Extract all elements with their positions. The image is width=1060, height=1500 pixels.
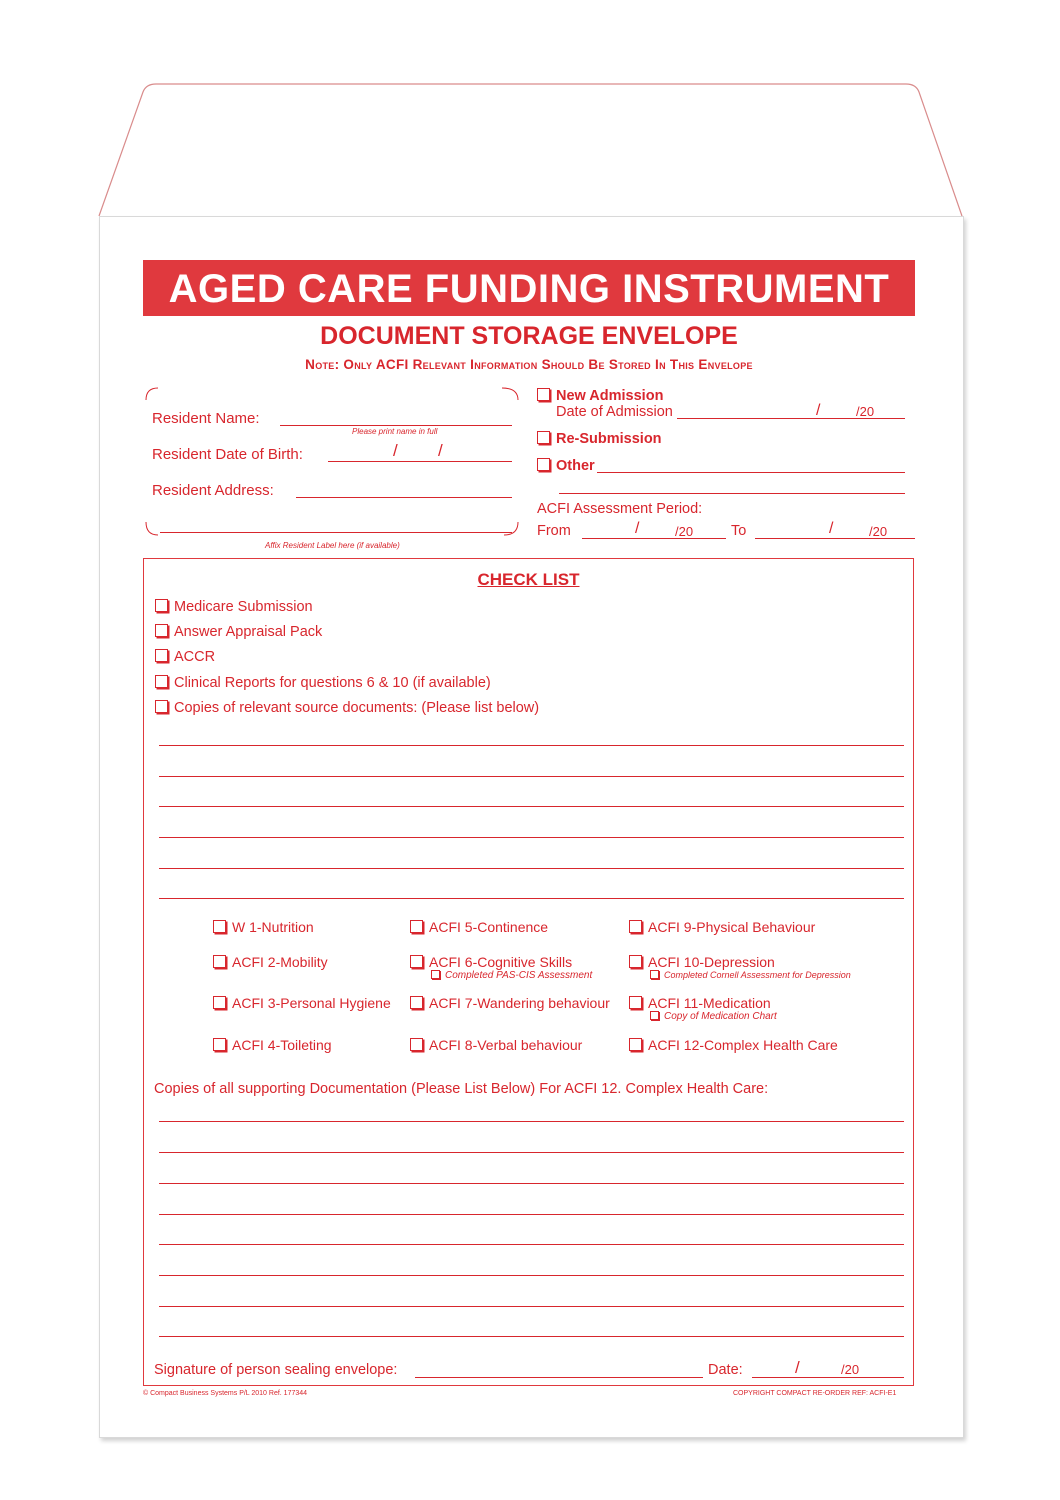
checkbox[interactable] <box>629 920 642 933</box>
resident-label-hint: Affix Resident Label here (if available) <box>265 541 400 550</box>
signature-field[interactable] <box>415 1377 703 1378</box>
source-doc-line[interactable] <box>159 776 904 777</box>
resubmission-option[interactable]: Re-Submission <box>537 431 662 447</box>
acfi-item[interactable]: ACFI 10-Depression <box>629 954 775 970</box>
checkbox[interactable] <box>410 920 423 933</box>
acfi-item[interactable]: W 1-Nutrition <box>213 919 314 935</box>
supporting-doc-line[interactable] <box>159 1214 904 1215</box>
acfi-item[interactable]: ACFI 5-Continence <box>410 919 548 935</box>
checkbox[interactable] <box>629 1038 642 1051</box>
supporting-doc-line[interactable] <box>159 1336 904 1337</box>
acfi-item[interactable]: ACFI 3-Personal Hygiene <box>213 995 391 1011</box>
dob-separator: / <box>438 441 443 460</box>
resident-name-field[interactable] <box>280 425 512 426</box>
footer-left: © Compact Business Systems P/L 2010 Ref. 177344 <box>143 1390 308 1397</box>
checkbox[interactable] <box>629 955 642 968</box>
resident-name-hint: Please print name in full <box>352 427 438 436</box>
checklist-item[interactable]: ACCR <box>155 649 215 665</box>
to-separator: / <box>829 520 834 537</box>
acfi-item[interactable]: ACFI 8-Verbal behaviour <box>410 1037 582 1053</box>
supporting-docs-label: Copies of all supporting Documentation (Please List Below) For ACFI 12. Complex Health Care: <box>154 1081 769 1097</box>
resident-address-field-2[interactable] <box>160 532 512 533</box>
checkbox[interactable] <box>410 996 423 1009</box>
checkbox[interactable] <box>155 649 168 662</box>
banner-title: AGED CARE FUNDING INSTRUMENT <box>143 260 915 316</box>
date-field[interactable] <box>752 1377 904 1378</box>
supporting-doc-line[interactable] <box>159 1275 904 1276</box>
checkbox[interactable] <box>155 700 168 713</box>
acfi-sub-item[interactable]: Completed Cornell Assessment for Depression <box>650 970 851 980</box>
dob-separator: / <box>393 441 398 460</box>
other-option[interactable]: Other <box>537 458 595 474</box>
supporting-doc-line[interactable] <box>159 1306 904 1307</box>
other-field[interactable] <box>597 472 905 473</box>
new-admission-checkbox[interactable] <box>537 388 550 401</box>
source-doc-line[interactable] <box>159 868 904 869</box>
resident-name-label: Resident Name: <box>152 410 260 427</box>
acfi-item[interactable]: ACFI 6-Cognitive Skills <box>410 954 572 970</box>
checklist-item[interactable]: Answer Appraisal Pack <box>155 624 322 640</box>
resident-bracket <box>140 385 525 545</box>
signature-label: Signature of person sealing envelope: <box>154 1362 398 1378</box>
other-field-2[interactable] <box>559 493 905 494</box>
checklist-item[interactable]: Copies of relevant source documents: (Please list below) <box>155 700 539 716</box>
checkbox[interactable] <box>213 955 226 968</box>
resident-dob-label: Resident Date of Birth: <box>152 446 303 463</box>
from-year: /20 <box>675 524 694 539</box>
checkbox[interactable] <box>155 624 168 637</box>
checklist-title: CHECK LIST <box>477 570 580 589</box>
other-checkbox[interactable] <box>537 458 550 471</box>
checkbox[interactable] <box>650 1011 659 1020</box>
footer-right: COPYRIGHT COMPACT RE-ORDER REF: ACFI-E1 <box>733 1390 897 1397</box>
doa-year: /20 <box>856 404 875 419</box>
checklist-item[interactable]: Medicare Submission <box>155 599 313 615</box>
checkbox[interactable] <box>410 955 423 968</box>
checkbox[interactable] <box>213 996 226 1009</box>
acfi-item[interactable]: ACFI 9-Physical Behaviour <box>629 919 815 935</box>
to-year: /20 <box>869 524 888 539</box>
source-doc-line[interactable] <box>159 806 904 807</box>
acfi-item[interactable]: ACFI 7-Wandering behaviour <box>410 995 610 1011</box>
supporting-doc-line[interactable] <box>159 1244 904 1245</box>
from-separator: / <box>635 520 640 537</box>
acfi-item[interactable]: ACFI 11-Medication <box>629 995 771 1011</box>
resident-dob-field[interactable] <box>328 461 512 462</box>
checkbox[interactable] <box>155 599 168 612</box>
acfi-sub-item[interactable]: Completed PAS-CIS Assessment <box>431 970 592 981</box>
supporting-doc-line[interactable] <box>159 1183 904 1184</box>
page-subtitle: DOCUMENT STORAGE ENVELOPE <box>320 322 738 350</box>
checkbox[interactable] <box>213 920 226 933</box>
supporting-doc-line[interactable] <box>159 1121 904 1122</box>
date-year: /20 <box>841 1362 860 1377</box>
source-doc-line[interactable] <box>159 898 904 899</box>
new-admission-option[interactable]: New Admission <box>537 388 663 404</box>
source-doc-line[interactable] <box>159 745 904 746</box>
checkbox[interactable] <box>213 1038 226 1051</box>
to-label: To <box>731 523 747 539</box>
date-separator: / <box>795 1358 800 1377</box>
checkbox[interactable] <box>650 970 659 979</box>
from-label: From <box>537 523 571 539</box>
resubmission-checkbox[interactable] <box>537 431 550 444</box>
to-date-field[interactable] <box>755 538 915 539</box>
source-doc-line[interactable] <box>159 837 904 838</box>
date-label: Date: <box>708 1362 743 1378</box>
from-date-field[interactable] <box>582 538 726 539</box>
checkbox[interactable] <box>629 996 642 1009</box>
checkbox[interactable] <box>155 675 168 688</box>
assessment-period-label: ACFI Assessment Period: <box>537 501 703 517</box>
acfi-sub-item[interactable]: Copy of Medication Chart <box>650 1011 777 1022</box>
date-of-admission-label: Date of Admission <box>556 404 673 420</box>
checkbox[interactable] <box>410 1038 423 1051</box>
supporting-doc-line[interactable] <box>159 1152 904 1153</box>
checklist-item[interactable]: Clinical Reports for questions 6 & 10 (if available) <box>155 675 491 691</box>
checkbox[interactable] <box>431 970 440 979</box>
acfi-item[interactable]: ACFI 12-Complex Health Care <box>629 1037 838 1053</box>
resident-address-field[interactable] <box>296 497 512 498</box>
resident-address-label: Resident Address: <box>152 482 274 499</box>
doa-separator: / <box>816 402 821 419</box>
acfi-item[interactable]: ACFI 2-Mobility <box>213 954 328 970</box>
storage-note: Note: Only ACFI Relevant Information Should Be Stored In This Envelope <box>305 357 753 372</box>
acfi-item[interactable]: ACFI 4-Toileting <box>213 1037 332 1053</box>
